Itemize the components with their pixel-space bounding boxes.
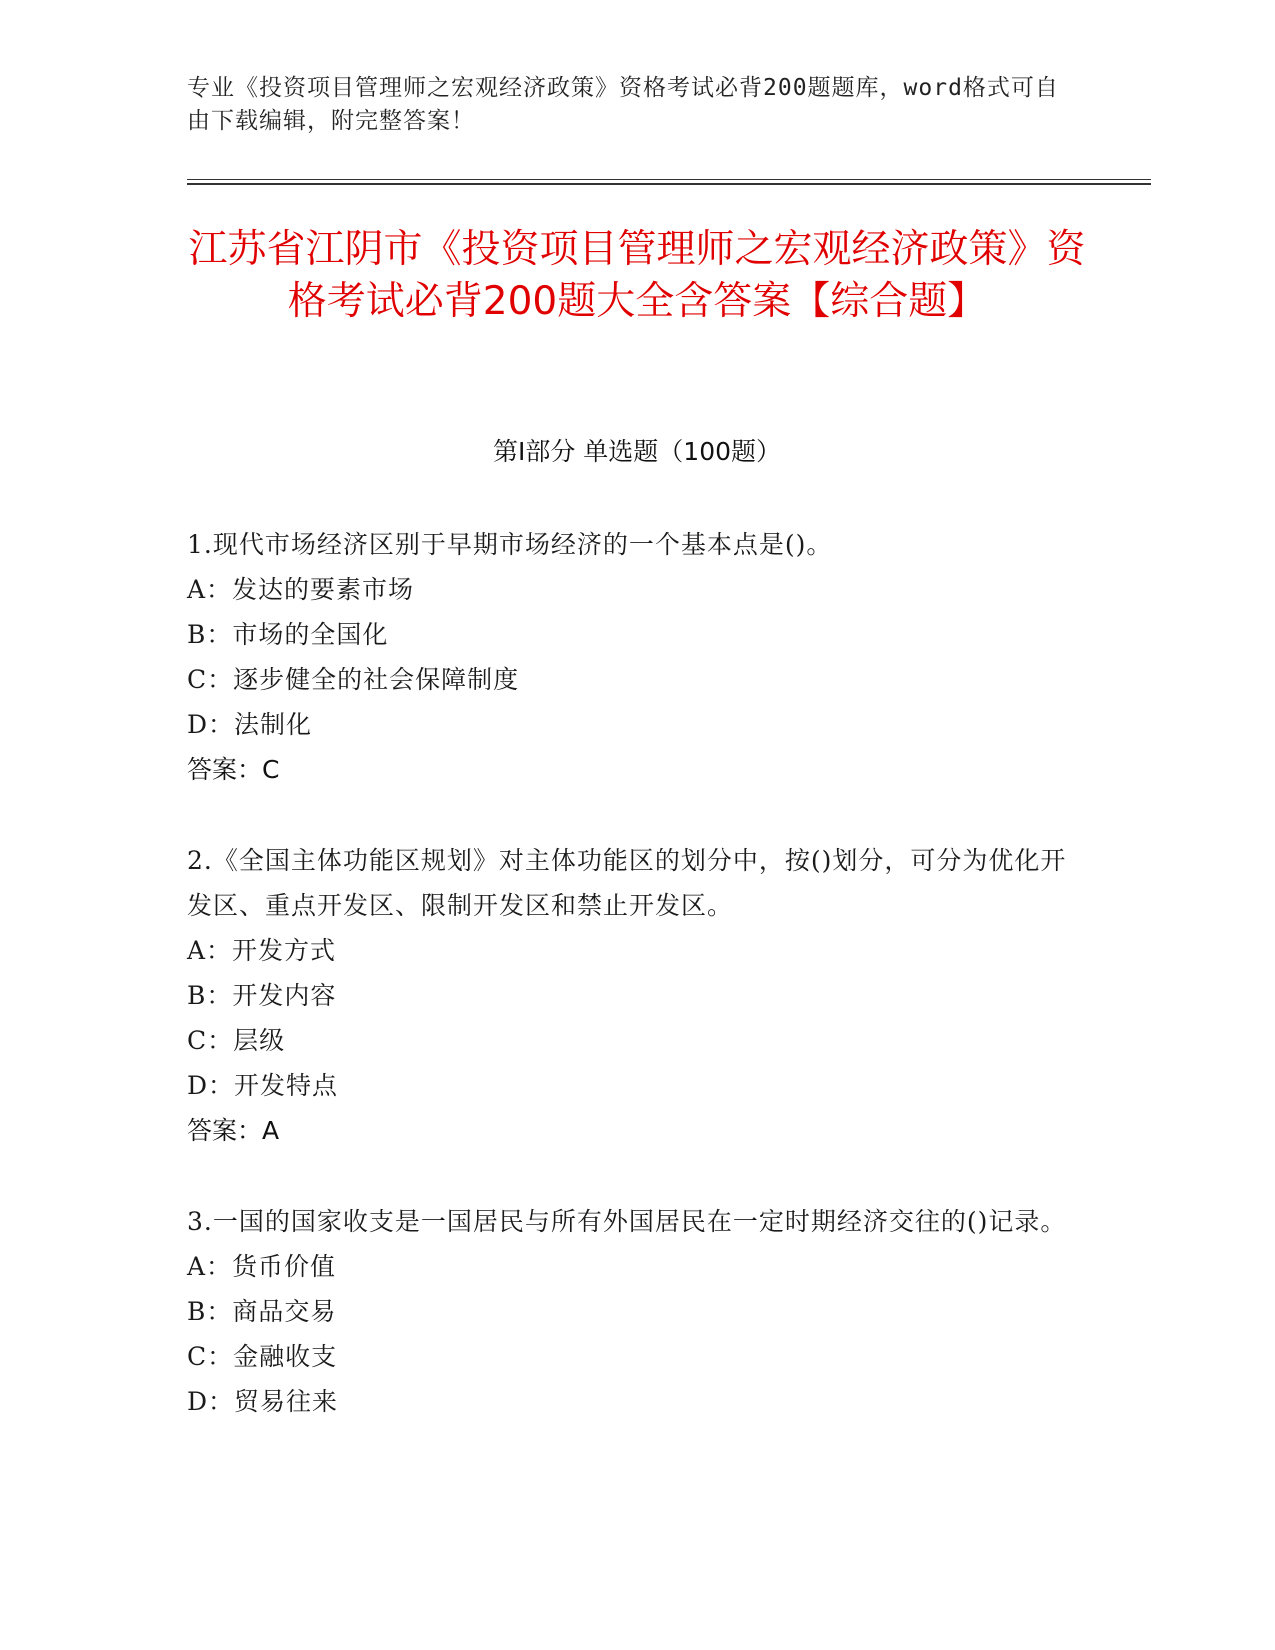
option-a: A：货币价值	[187, 1252, 337, 1281]
header-divider-bottom	[187, 183, 1151, 185]
header-note: 专业《投资项目管理师之宏观经济政策》资格考试必背200题题库，word格式可自由下载编辑，附完整答案！	[187, 75, 1059, 134]
question-1	[187, 522, 1067, 792]
question-text: 1.现代市场经济区别于早期市场经济的一个基本点是()。	[187, 530, 833, 559]
option-a: A：开发方式	[187, 936, 337, 965]
question-text: 2.《全国主体功能区规划》对主体功能区的划分中，按()划分，可分为优化开发区、重点开发区、限制开发区和禁止开发区。	[187, 846, 1067, 920]
answer: 答案：C	[187, 755, 280, 784]
option-c: C：层级	[187, 1026, 286, 1055]
option-c: C：逐步健全的社会保障制度	[187, 665, 520, 694]
question-2	[187, 838, 1067, 1153]
section-heading: 第Ⅰ部分 单选题（100题）	[492, 437, 782, 466]
option-b: B：市场的全国化	[187, 620, 389, 649]
option-d: D：法制化	[187, 710, 313, 739]
question-3	[187, 1199, 1067, 1424]
option-c: C：金融收支	[187, 1342, 338, 1371]
answer: 答案：A	[187, 1116, 280, 1145]
header-divider-top	[187, 179, 1151, 180]
question-text: 3.一国的国家收支是一国居民与所有外国居民在一定时期经济交往的()记录。	[187, 1207, 1067, 1236]
option-b: B：商品交易	[187, 1297, 337, 1326]
option-d: D：贸易往来	[187, 1387, 339, 1416]
option-d: D：开发特点	[187, 1071, 339, 1100]
option-a: A：发达的要素市场	[187, 575, 415, 604]
document-title: 江苏省江阴市《投资项目管理师之宏观经济政策》资格考试必背200题大全含答案【综合题】	[188, 227, 1086, 324]
option-b: B：开发内容	[187, 981, 337, 1010]
